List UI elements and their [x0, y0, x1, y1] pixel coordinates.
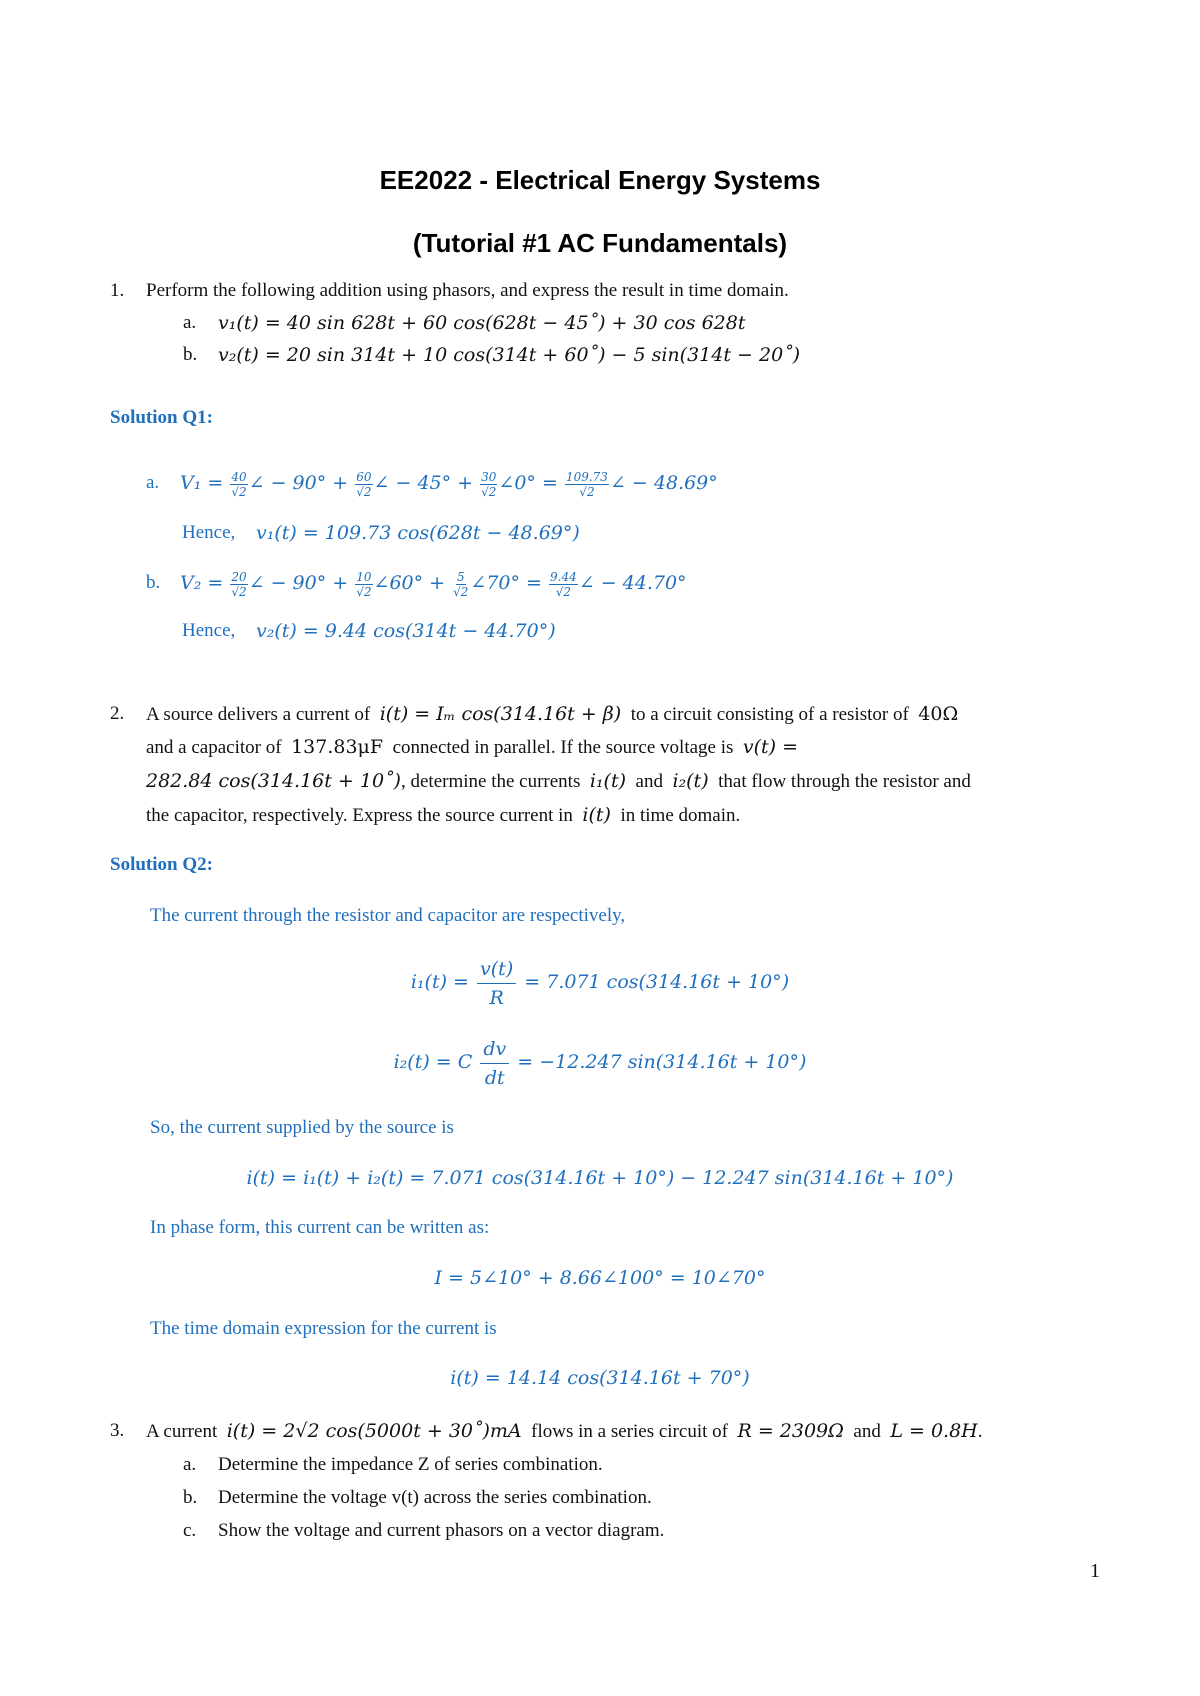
sol2-equation-i2: i₂(t) = C $\frac{dv}{dt}$ = −12.247 sin(314.16t + 10°) — [0, 1032, 1200, 1092]
sol1-a-equation: V₁ = $\frac{40}{√2}$ ∠ − 90° + $\frac{60}{√2}$ ∠ − 45° + $\frac{30}{√2}$ ∠0° = $\frac{109.73}{√2}$ ∠ − 48.69° — [180, 469, 718, 499]
sol1-a-hence-expression: v₁(t) = 109.73 cos(628t − 48.69°) — [256, 522, 580, 544]
tutorial-title: (Tutorial #1 AC Fundamentals) — [412, 228, 788, 258]
q3-number: 3. — [110, 1420, 125, 1441]
sol1-b-label: b. — [146, 572, 161, 593]
sol1-b-equation: V₂ = $\frac{20}{√2}$ ∠ − 90° + $\frac{10}{√2}$ ∠60° + $\frac{5}{√2}$ ∠70° = $\frac{9.44}{√2}$ ∠ − 44.70° — [180, 569, 687, 599]
q1-number: 1. — [110, 280, 125, 301]
q3-a-text: Determine the impedance Z of series combination. — [218, 1454, 603, 1475]
q3-a-label: a. — [183, 1454, 197, 1475]
sol2-equation-phasor: I = 5∠10° + 8.66∠100° = 10∠70° — [434, 1267, 766, 1289]
document-title: EE2022 - Electrical Energy Systems — [379, 165, 821, 195]
sol2-equation-i1: i₁(t) = $\frac{v(t)}{R}$ = 7.071 cos(314.16t + 10°) — [0, 952, 1200, 1012]
sol1-a-hence-label: Hence, — [182, 522, 236, 543]
q3-line-1: A current i(t) = 2√2 cos(5000t + 30˚)mA flows in a series circuit of R = 2309Ω and L = 0.8H. — [146, 1420, 983, 1442]
q1-a-expression: v₁(t) = 40 sin 628t + 60 cos(628t − 45˚) + 30 cos 628t — [218, 312, 746, 334]
q3-b-label: b. — [183, 1487, 198, 1508]
sol1-b-hence-expression: v₂(t) = 9.44 cos(314t − 44.70°) — [256, 620, 556, 642]
sol1-b-hence-label: Hence, — [182, 620, 236, 641]
solution-q1-heading: Solution Q1: — [110, 407, 213, 428]
q2-number: 2. — [110, 703, 125, 724]
q1-a-label: a. — [183, 312, 197, 333]
q3-c-label: c. — [183, 1520, 197, 1541]
q1-b-label: b. — [183, 344, 198, 365]
q2-line-1: A source delivers a current of i(t) = Iₘ cos(314.16t + β) to a circuit consisting of a resistor of 40Ω — [146, 703, 959, 725]
q1-b-expression: v₂(t) = 20 sin 314t + 10 cos(314t + 60˚) − 5 sin(314t − 20˚) — [218, 344, 801, 366]
q3-c-text: Show the voltage and current phasors on a vector diagram. — [218, 1520, 665, 1541]
sol2-time-text: The time domain expression for the current is — [150, 1318, 497, 1339]
page-number: 1 — [1090, 1560, 1100, 1582]
sol1-a-label: a. — [146, 472, 160, 493]
q2-line-4: the capacitor, respectively. Express the source current in i(t) in time domain. — [146, 804, 741, 826]
sol2-equation-i-total: i(t) = i₁(t) + i₂(t) = 7.071 cos(314.16t + 10°) − 12.247 sin(314.16t + 10°) — [246, 1167, 954, 1189]
sol2-equation-time: i(t) = 14.14 cos(314.16t + 70°) — [450, 1367, 750, 1389]
q2-line-2: and a capacitor of 137.83μF connected in parallel. If the source voltage is v(t) = — [146, 736, 799, 758]
sol2-intro: The current through the resistor and capacitor are respectively, — [150, 905, 626, 926]
q2-line-3: 282.84 cos(314.16t + 10˚), determine the currents i₁(t) and i₂(t) that flow through the resistor and — [146, 770, 971, 792]
sol2-phase-text: In phase form, this current can be written as: — [150, 1217, 490, 1238]
q3-b-text: Determine the voltage v(t) across the series combination. — [218, 1487, 652, 1508]
solution-q2-heading: Solution Q2: — [110, 854, 213, 875]
sol2-so-text: So, the current supplied by the source is — [150, 1117, 454, 1138]
q1-text: Perform the following addition using phasors, and express the result in time domain. — [146, 280, 789, 301]
